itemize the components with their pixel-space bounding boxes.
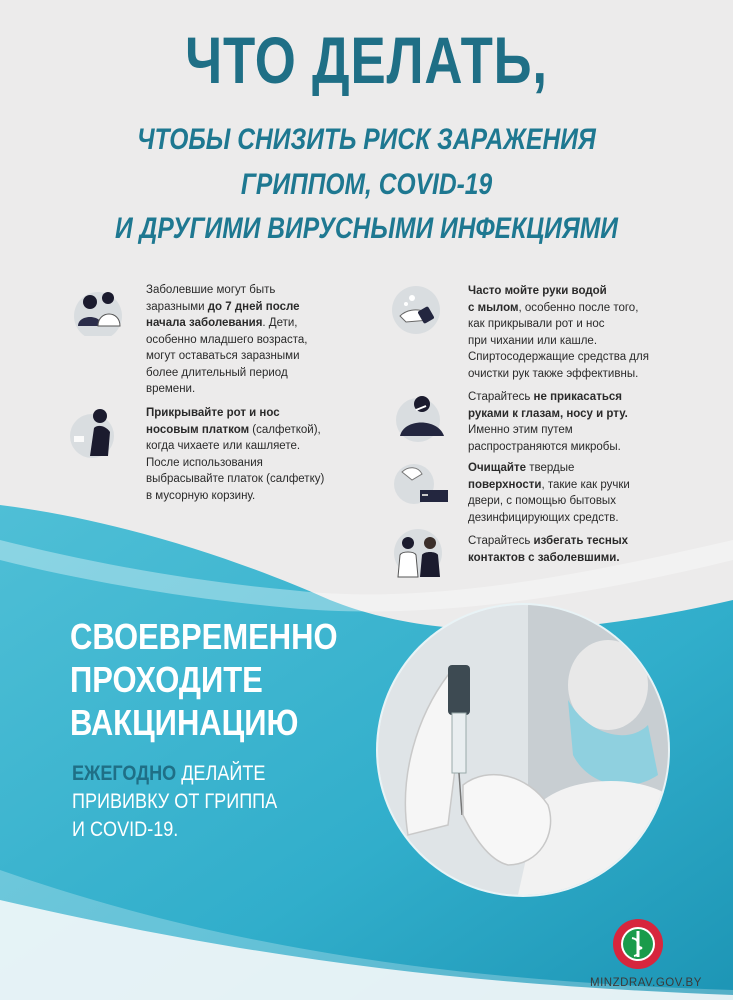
sick-people-icon [68,280,128,336]
subtitle-line-1: ЧТОБЫ СНИЗИТЬ РИСК ЗАРАЖЕНИЯ [137,123,596,156]
website-link[interactable]: MINZDRAV.GOV.BY [590,977,702,989]
hand-wash-icon [386,280,446,336]
vaccination-heading-line-1: СВОЕВРЕМЕННО [70,616,338,657]
tip-wash-hands: Часто мойте руки водой с мылом, особенно после того, как прикрывали рот и нос при чихании или кашле. Спиртосодержащие средства для очистки рук также эффективны. [468,285,649,380]
vaccination-heading-line-2: ПРОХОДИТЕ [70,659,263,700]
face-touch-icon [390,388,450,444]
ministry-logo-icon [612,918,664,970]
subtitle-line-3: И ДРУГИМИ ВИРУСНЫМИ ИНФЕКЦИЯМИ [115,212,618,245]
doctor-with-syringe-illustration [378,605,668,895]
sneeze-icon [64,402,124,458]
avoid-contact-icon [388,525,448,581]
annual-vaccination-text: ЕЖЕГОДНО ДЕЛАЙТЕ ПРИВИВКУ ОТ ГРИППА И COVID-19. [72,762,278,841]
tip-contagious: Заболевшие могут быть заразными до 7 дней после начала заболевания. Дети, особенно младшего возраста, могут оставаться заразными более длительный период времени. [146,284,308,395]
vaccination-heading-line-3: ВАКЦИНАЦИЮ [70,702,299,743]
tip-cover-mouth: Прикрывайте рот и нос носовым платком (салфеткой), когда чихаете или кашляете. После использования выбрасывайте платок (салфетку) в мусорную корзину. [146,407,325,502]
tip-no-face-touch: Старайтесь не прикасаться руками к глазам, носу и рту. Именно этим путем распространяются микробы. [468,391,628,453]
tip-avoid-contacts: Старайтесь избегать тесных контактов с заболевшими. [468,535,629,564]
page-title: ЧТО ДЕЛАТЬ, [185,23,548,97]
vaccination-photo [378,605,668,895]
tip-clean-surfaces: Очищайте твердые поверхности, такие как ручки двери, с помощью бытовых дезинфицирующих средств. [468,462,630,524]
surface-clean-icon [388,458,448,514]
subtitle-line-2: ГРИППОМ, COVID-19 [240,168,493,201]
